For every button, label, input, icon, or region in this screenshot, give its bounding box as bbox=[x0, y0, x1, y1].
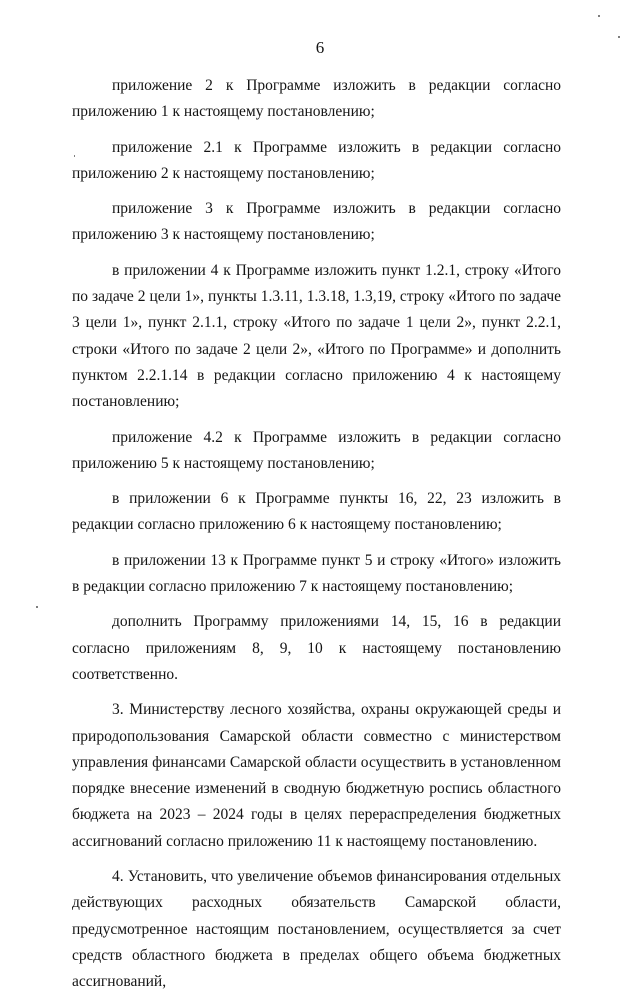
paragraph-appendix-3: приложение 3 к Программе изложить в редакции согласно приложению 3 к настоящему постановлению; bbox=[72, 200, 561, 244]
scan-speck bbox=[36, 606, 38, 608]
paragraph-appendix-2: приложение 2 к Программе изложить в редакции согласно приложению 1 к настоящему постановлению; bbox=[72, 77, 561, 121]
paragraph-item-4: 4. Установить, что увеличение объемов финансирования отдельных действующих расходных обязательств Самарской области, предусмотренное настоящим постановлением, осуществляется за счет средств областного бюджета в пределах общего объема бюджетных ассигнований, bbox=[72, 868, 561, 991]
page-number: 6 bbox=[315, 38, 325, 57]
paragraph-appendix-4: в приложении 4 к Программе изложить пункт 1.2.1, строку «Итого по задаче 2 цели 1», пункты 1.3.11, 1.3.18, 1.3,19, строку «Итого по задаче 3 цели 1», пункт 2.1.1, строку «Итого по задаче 1 цели 2», пункт 2.2.1, строки «Итого по задаче 2 цели 2», «Итого по Программе» и дополнить пунктом 2.2.1.14 в редакции согласно приложению 4 к настоящему постановлению; bbox=[72, 261, 561, 411]
paragraph-appendix-4-2: приложение 4.2 к Программе изложить в редакции согласно приложению 5 к настоящему постановлению; bbox=[72, 428, 561, 472]
paragraph-appendix-13: в приложении 13 к Программе пункт 5 и строку «Итого» изложить в редакции согласно приложению 7 к настоящему постановлению; bbox=[72, 551, 561, 596]
paragraph-appendix-2-1: приложение 2.1 к Программе изложить в редакции согласно приложению 2 к настоящему постановлению; bbox=[72, 138, 561, 182]
paragraph-appendix-6: в приложении 6 к Программе пункты 16, 22, 23 изложить в редакции согласно приложению 6 к настоящему постановлению; bbox=[72, 490, 561, 534]
scan-speck bbox=[598, 15, 600, 17]
scan-speck bbox=[618, 36, 620, 38]
scan-speck bbox=[74, 155, 75, 157]
document-body bbox=[72, 73, 561, 996]
paragraph-item-3: 3. Министерству лесного хозяйства, охраны окружающей среды и природопользования Самарской области совместно с министерством управления финансами Самарской области осуществить в установленном порядке внесение изменений в сводную бюджетную роспись областного бюджета на 2023 – 2024 годы в целях перераспределения бюджетных ассигнований согласно приложению 11 к настоящему постановлению. bbox=[72, 701, 561, 850]
paragraph-new-appendices: дополнить Программу приложениями 14, 15, 16 в редакции согласно приложениям 8, 9, 10 к настоящему постановлению соответственно. bbox=[72, 613, 561, 683]
